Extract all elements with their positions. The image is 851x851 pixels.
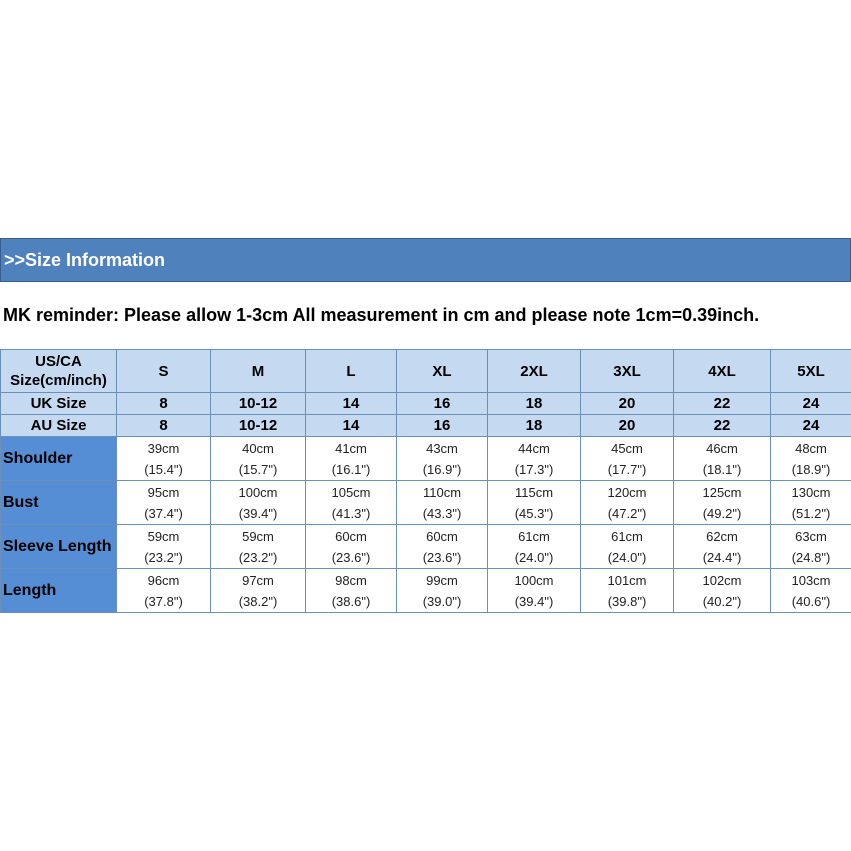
uk-size-value: 22 (674, 393, 771, 415)
bust-label: Bust (1, 481, 117, 525)
cm-value: 60cm (426, 528, 458, 544)
measurement-cell (211, 525, 306, 569)
measurement-cell (771, 481, 851, 525)
size-information-banner: >>Size Information (0, 238, 851, 282)
uk-size-value: 14 (306, 393, 397, 415)
uk-size-value: 18 (488, 393, 581, 415)
measurement-cell (581, 437, 674, 481)
inch-value: (24.4") (702, 549, 742, 565)
inch-value: (45.3") (514, 505, 554, 521)
au-size-value: 8 (117, 415, 211, 437)
cm-value: 97cm (242, 572, 274, 588)
inch-value: (40.6") (791, 593, 831, 609)
cm-value: 59cm (147, 528, 180, 544)
uk-size-value: 20 (581, 393, 674, 415)
cm-value: 105cm (331, 484, 371, 500)
cm-value: 48cm (795, 440, 827, 456)
au-size-value: 18 (488, 415, 581, 437)
au-size-row (1, 415, 851, 437)
cm-value: 120cm (607, 484, 647, 500)
uk-size-label: UK Size (1, 393, 117, 415)
au-size-value: 24 (771, 415, 851, 437)
inch-value: (38.2") (238, 593, 278, 609)
cm-value: 59cm (242, 528, 274, 544)
measurement-rows (1, 437, 851, 613)
inch-value: (23.2") (238, 549, 278, 565)
inch-value: (43.3") (422, 505, 462, 521)
measurement-cell (397, 525, 488, 569)
inch-value: (37.8") (144, 593, 183, 609)
measurement-cell (117, 569, 211, 613)
inch-value: (24.0") (514, 549, 554, 565)
cm-value: 98cm (335, 572, 367, 588)
cm-value: 39cm (147, 440, 180, 456)
inch-value: (47.2") (607, 505, 647, 521)
cm-value: 43cm (426, 440, 458, 456)
inch-value: (18.9") (791, 461, 831, 477)
cm-value: 130cm (791, 484, 831, 500)
inch-value: (16.9") (422, 461, 462, 477)
inch-value: (37.4") (144, 505, 183, 521)
measurement-cell (771, 437, 851, 481)
inch-value: (39.4") (514, 593, 554, 609)
sleeve-length-label: Sleeve Length (1, 525, 117, 569)
table-header-row (1, 350, 851, 393)
measurement-cell (117, 481, 211, 525)
measurement-cell (306, 437, 397, 481)
size-header: M (211, 350, 306, 393)
measurement-cell (117, 525, 211, 569)
uk-size-row (1, 393, 851, 415)
size-header: 2XL (488, 350, 581, 393)
length-label: Length (1, 569, 117, 613)
inch-value: (40.2") (702, 593, 742, 609)
measurement-reminder: MK reminder: Please allow 1-3cm All measurement in cm and please note 1cm=0.39inch. (3, 305, 760, 325)
size-header: XL (397, 350, 488, 393)
cm-value: 115cm (514, 484, 554, 500)
inch-value: (41.3") (331, 505, 371, 521)
inch-value: (23.6") (331, 549, 371, 565)
size-header: 4XL (674, 350, 771, 393)
measurement-cell (581, 481, 674, 525)
cm-value: 61cm (518, 528, 550, 544)
measurement-cell (581, 569, 674, 613)
measurement-cell (397, 481, 488, 525)
measurement-cell (771, 525, 851, 569)
length-row (1, 569, 851, 613)
inch-value: (17.7") (607, 461, 647, 477)
measurement-cell (211, 437, 306, 481)
measurement-cell (488, 437, 581, 481)
inch-value: (23.2") (144, 549, 183, 565)
measurement-cell (117, 437, 211, 481)
shoulder-row (1, 437, 851, 481)
cm-value: 61cm (611, 528, 643, 544)
bust-row (1, 481, 851, 525)
cm-value: 62cm (706, 528, 738, 544)
size-table (0, 349, 851, 613)
cm-value: 44cm (518, 440, 550, 456)
cm-value: 63cm (795, 528, 827, 544)
size-header: L (306, 350, 397, 393)
cm-value: 102cm (702, 572, 742, 588)
cm-value: 110cm (422, 484, 462, 500)
measurement-cell (397, 437, 488, 481)
measurement-cell (771, 569, 851, 613)
measurement-cell (674, 437, 771, 481)
measurement-cell (306, 481, 397, 525)
au-size-value: 14 (306, 415, 397, 437)
cm-value: 95cm (147, 484, 180, 500)
uk-size-value: 8 (117, 393, 211, 415)
measurement-cell (397, 569, 488, 613)
cm-value: 46cm (706, 440, 738, 456)
inch-value: (38.6") (331, 593, 371, 609)
au-size-value: 20 (581, 415, 674, 437)
inch-value: (18.1") (702, 461, 742, 477)
uk-size-value: 10-12 (211, 393, 306, 415)
measurement-cell (488, 481, 581, 525)
inch-value: (51.2") (791, 505, 831, 521)
cm-value: 45cm (611, 440, 643, 456)
size-header: 3XL (581, 350, 674, 393)
cm-value: 101cm (607, 572, 647, 588)
uk-size-value: 24 (771, 393, 851, 415)
cm-value: 103cm (791, 572, 831, 588)
inch-value: (24.8") (791, 549, 831, 565)
measurement-cell (306, 525, 397, 569)
au-size-value: 10-12 (211, 415, 306, 437)
cm-value: 99cm (426, 572, 458, 588)
inch-value: (24.0") (607, 549, 647, 565)
au-size-value: 22 (674, 415, 771, 437)
measurement-cell (488, 525, 581, 569)
measurement-cell (674, 481, 771, 525)
cm-value: 40cm (242, 440, 274, 456)
cm-value: 41cm (335, 440, 367, 456)
measurement-cell (306, 569, 397, 613)
measurement-cell (211, 481, 306, 525)
measurement-cell (674, 525, 771, 569)
cm-value: 125cm (702, 484, 742, 500)
measurement-cell (581, 525, 674, 569)
corner-header (1, 350, 117, 393)
inch-value: (39.4") (238, 505, 278, 521)
cm-value: 60cm (335, 528, 367, 544)
inch-value: (15.7") (238, 461, 278, 477)
shoulder-label: Shoulder (1, 437, 117, 481)
corner-line-2: Size(cm/inch) (10, 372, 107, 389)
inch-value: (23.6") (422, 549, 462, 565)
inch-value: (39.0") (422, 593, 462, 609)
au-size-label: AU Size (1, 415, 117, 437)
inch-value: (15.4") (144, 461, 183, 477)
sleeve-length-row (1, 525, 851, 569)
corner-line-1: US/CA (35, 353, 82, 370)
measurement-cell (211, 569, 306, 613)
cm-value: 100cm (238, 484, 278, 500)
inch-value: (16.1") (331, 461, 371, 477)
inch-value: (49.2") (702, 505, 742, 521)
cm-value: 100cm (514, 572, 554, 588)
size-chart (0, 238, 851, 613)
size-header: 5XL (771, 350, 851, 393)
au-size-value: 16 (397, 415, 488, 437)
inch-value: (17.3") (514, 461, 554, 477)
measurement-cell (488, 569, 581, 613)
size-header: S (117, 350, 211, 393)
measurement-cell (674, 569, 771, 613)
uk-size-value: 16 (397, 393, 488, 415)
inch-value: (39.8") (607, 593, 647, 609)
cm-value: 96cm (147, 572, 180, 588)
